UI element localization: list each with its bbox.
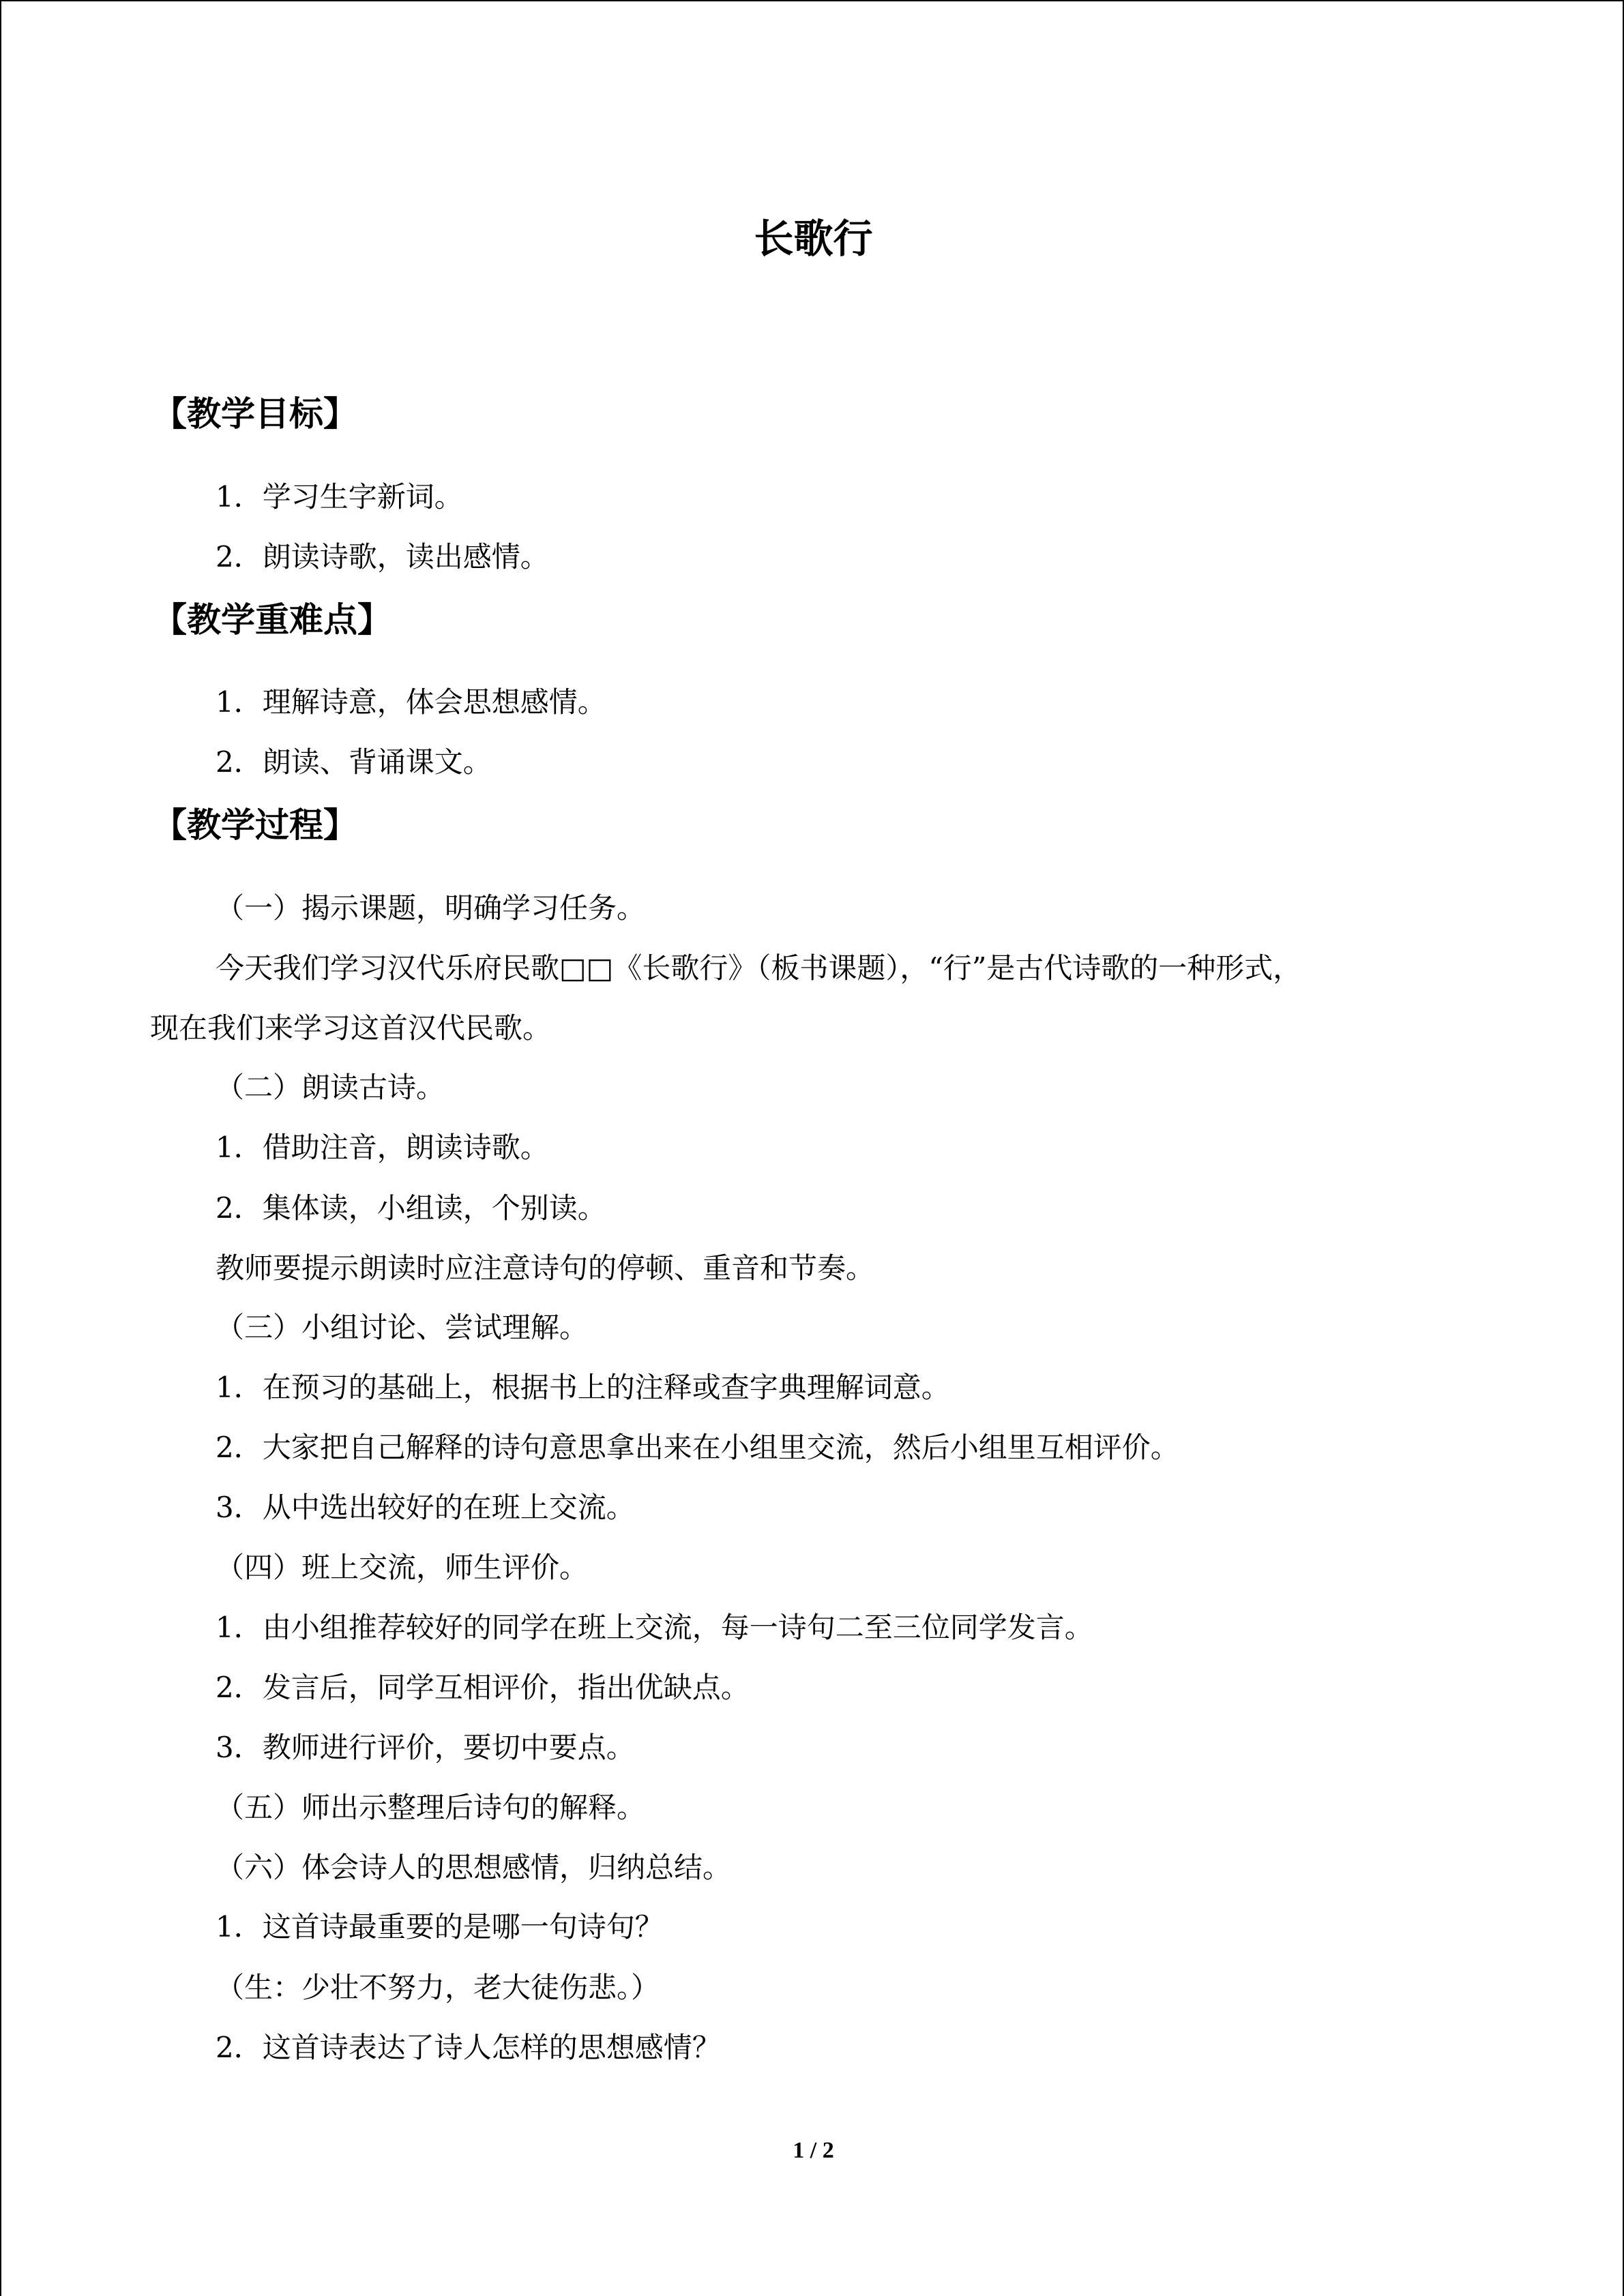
process-line: 2．大家把自己解释的诗句意思拿出来在小组里交流，然后小组里互相评价。 (216, 1431, 1179, 1464)
process-line: 今天我们学习汉代乐府民歌□□《长歌行》（板书课题），“行”是古代诗歌的一种形式， (216, 951, 1302, 985)
process-line: 2．集体读，小组读，个别读。 (216, 1191, 606, 1225)
process-line: （五）师出示整理后诗句的解释。 (216, 1791, 646, 1824)
process-line: （二）朗读古诗。 (216, 1071, 445, 1104)
process-line: （生：少壮不努力，老大徒伤悲。） (216, 1971, 660, 2004)
process-line: 教师要提示朗读时应注意诗句的停顿、重音和节奏。 (216, 1251, 875, 1285)
process-line: 现在我们来学习这首汉代民歌。 (150, 1011, 552, 1045)
section-heading-objectives: 【教学目标】 (153, 394, 357, 434)
section-heading-key-points: 【教学重难点】 (153, 600, 392, 640)
key-point-item: 2．朗读、背诵课文。 (216, 745, 492, 779)
process-line: 1．借助注音，朗读诗歌。 (216, 1131, 549, 1164)
process-line: 3．教师进行评价，要切中要点。 (216, 1731, 635, 1764)
process-line: （六）体会诗人的思想感情，归纳总结。 (216, 1851, 732, 1884)
process-line: （三）小组讨论、尝试理解。 (216, 1311, 589, 1344)
process-line: 1．在预习的基础上，根据书上的注释或查字典理解词意。 (216, 1371, 950, 1404)
objective-item: 1．学习生字新词。 (216, 480, 463, 513)
key-point-item: 1．理解诗意，体会思想感情。 (216, 685, 606, 719)
process-line: 3．从中选出较好的在班上交流。 (216, 1491, 635, 1524)
page-number: 1 / 2 (793, 2138, 834, 2163)
process-line: 2．这首诗表达了诗人怎样的思想感情？ (216, 2031, 721, 2064)
process-line: （四）班上交流，师生评价。 (216, 1551, 589, 1584)
process-line: 1．这首诗最重要的是哪一句诗句？ (216, 1910, 664, 1943)
document-title: 长歌行 (754, 215, 873, 262)
process-line: 2．发言后，同学互相评价，指出优缺点。 (216, 1671, 750, 1704)
objective-item: 2．朗读诗歌，读出感情。 (216, 540, 549, 573)
process-line: 1．由小组推荐较好的同学在班上交流，每一诗句二至三位同学发言。 (216, 1611, 1093, 1644)
section-heading-process: 【教学过程】 (153, 805, 357, 845)
process-line: （一）揭示课题，明确学习任务。 (216, 891, 646, 925)
